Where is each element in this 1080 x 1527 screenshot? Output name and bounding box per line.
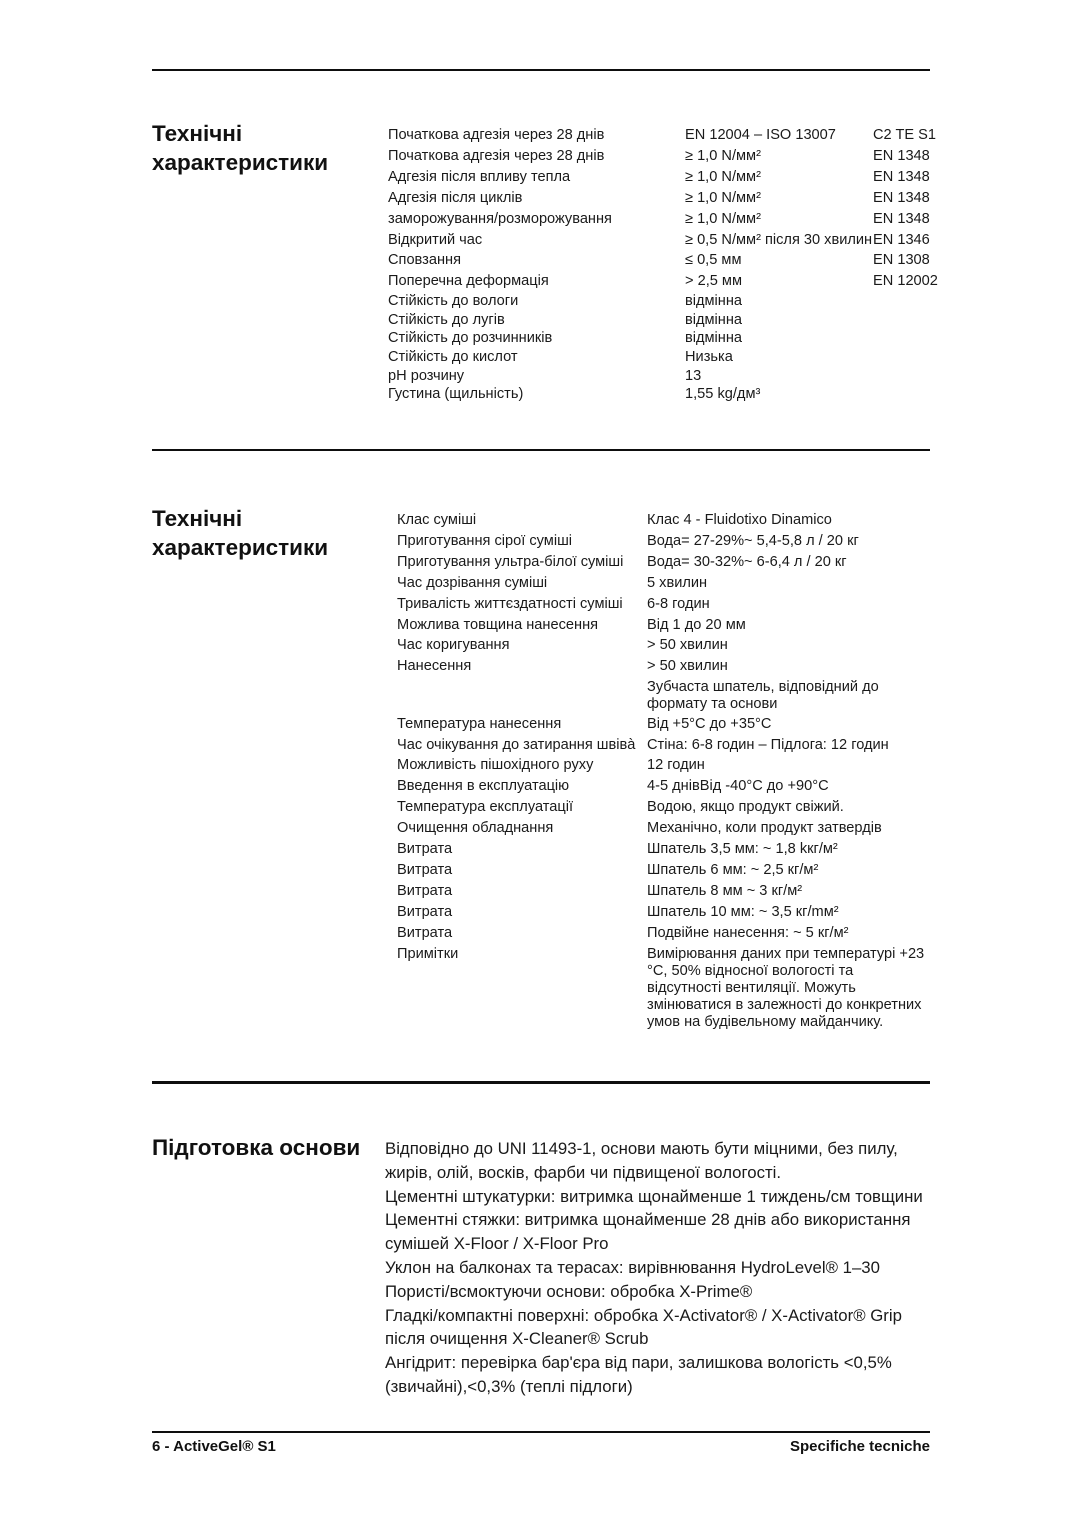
row-value: 1,55 kg/дм³ — [685, 386, 761, 403]
row-label: Час очікування до затирання швівà — [397, 736, 636, 753]
row-value: ≥ 1,0 N/мм² — [685, 189, 761, 206]
row-value: відмінна — [685, 330, 743, 347]
section-title: Підготовка основи — [152, 1135, 361, 1160]
table-row — [397, 656, 930, 677]
row-label: Витрата — [397, 862, 453, 878]
row-value: ≥ 1,0 N/мм² — [685, 210, 761, 227]
text-line: сумішей X-Floor / X-Floor Pro — [385, 1234, 609, 1254]
row-value: Вимірювання даних при температурі +23 °C, 50% відносної вологості та відсутності вентиляції. Можуть змінюватися в залежності до конкретних умов на будівельному майданчику. — [647, 945, 925, 1031]
table-row — [388, 348, 930, 367]
row-value: Від +5°C до +35°C — [647, 715, 772, 732]
row-label: Адгезія після циклів — [388, 189, 523, 206]
row-label: Клас суміші — [397, 512, 477, 528]
table-row — [397, 797, 930, 818]
row-label: Нанесення — [397, 658, 472, 675]
table-row — [388, 146, 930, 167]
row-label: Введення в експлуатацію — [397, 778, 570, 795]
table-row — [397, 594, 930, 615]
table-row — [397, 552, 930, 573]
tech-table-2 — [397, 510, 930, 1032]
table-row — [397, 839, 930, 860]
row-value: відмінна — [685, 311, 743, 328]
table-row — [388, 125, 936, 146]
table-row — [397, 923, 930, 944]
row-value: 6-8 годин — [647, 595, 710, 612]
row-value: 4-5 днівВід -40°C до +90°C — [647, 778, 829, 795]
row-label: Відкритий час — [388, 231, 483, 248]
table-row — [388, 311, 930, 330]
row-label: Стійкість до розчинників — [388, 330, 553, 347]
footer-doc-label: Specifiche tecniche — [789, 1438, 930, 1455]
table-row — [388, 250, 930, 271]
row-label: Адгезія після впливу тепла — [388, 168, 571, 185]
row-value: Зубчаста шпатель, відповідний до формату та основи — [647, 679, 879, 713]
section-title: Технічні характеристики — [152, 506, 329, 560]
row-label: Час дозрівання суміші — [397, 574, 548, 591]
row-standard: EN 1348 — [873, 189, 930, 206]
section-divider-rule — [152, 1081, 930, 1084]
table-row — [388, 209, 930, 230]
table-row — [388, 230, 930, 251]
table-row — [388, 292, 930, 311]
table-row — [397, 818, 930, 839]
text-line: Відповідно до UNI 11493-1, основи мають бути міцними, без пилу, — [385, 1139, 898, 1158]
row-label: Витрата — [397, 903, 453, 920]
row-value: 12 годин — [647, 757, 705, 774]
row-value: > 2,5 мм — [685, 273, 742, 290]
row-label: Час коригування — [397, 637, 510, 654]
row-value: Вода= 27-29%~ 5,4-5,8 л / 20 кг — [647, 532, 859, 549]
table-row — [397, 615, 930, 636]
table-row — [397, 714, 930, 735]
row-standard: EN 1308 — [873, 252, 930, 269]
table-row — [388, 167, 930, 188]
row-standard: EN 1346 — [873, 231, 930, 248]
footer-page-label: 6 - ActiveGel® S1 — [152, 1438, 276, 1455]
row-value: 5 хвилин — [647, 574, 708, 591]
table-row — [397, 677, 930, 713]
row-value: Водою, якщо продукт свіжий. — [647, 799, 844, 816]
text-line: Пористі/всмоктуючи основи: обробка X-Prime® — [385, 1281, 753, 1301]
row-standard: EN 1348 — [873, 210, 930, 227]
row-label: Температура нанесення — [397, 715, 562, 732]
row-label: Тривалість життєздатності суміші — [397, 595, 623, 612]
row-value: Шпатель 10 мм: ~ 3,5 кг/mм² — [647, 903, 839, 920]
row-value: Механічно, коли продукт затвердів — [647, 820, 882, 837]
tech-table-1 — [388, 125, 938, 404]
row-label: Густина (щильність) — [388, 386, 524, 403]
section-title: Технічні характеристики — [152, 121, 329, 175]
text-line: Ангідрит: перевірка бар'єра від пари, залишкова вологість <0,5% — [385, 1353, 892, 1373]
table-row — [397, 510, 930, 531]
table-row — [397, 902, 930, 923]
row-value: ≤ 0,5 мм — [685, 252, 742, 269]
row-value: Шпатель 6 мм: ~ 2,5 кг/м² — [647, 862, 819, 878]
row-value: ≥ 1,0 N/мм² — [685, 147, 761, 164]
row-label: Стійкість до вологи — [388, 293, 519, 310]
table-row — [397, 531, 930, 552]
row-label: Сповзання — [388, 252, 461, 269]
row-value: Вода= 30-32%~ 6-6,4 л / 20 кг — [647, 553, 847, 570]
row-label: Початкова адгезія через 28 днів — [388, 147, 605, 164]
section-divider-rule — [152, 449, 930, 451]
row-label: Можлива товщина нанесення — [397, 616, 599, 633]
row-label: заморожування/розморожування — [388, 210, 612, 227]
row-value: Подвійне нанесення: ~ 5 кг/м² — [647, 924, 849, 941]
row-label: Приготування сірої суміші — [397, 532, 573, 549]
row-label: Витрата — [397, 924, 453, 941]
table-row — [388, 329, 930, 348]
table-row — [397, 944, 930, 1032]
row-label: Стійкість до лугів — [388, 311, 505, 328]
table-row — [388, 188, 930, 209]
substrate-preparation-text — [385, 1137, 945, 1399]
row-value: > 50 хвилин — [647, 637, 728, 654]
table-row — [397, 755, 930, 776]
row-value: > 50 хвилин — [647, 658, 728, 675]
top-rule — [152, 69, 930, 71]
row-label: Витрата — [397, 882, 453, 899]
table-row — [388, 271, 938, 292]
row-label: Очищення обладнання — [397, 820, 554, 837]
table-row — [397, 776, 930, 797]
text-line: Цементні штукатурки: витримка щонайменше 1 тиждень/см товщини — [385, 1186, 923, 1206]
row-value: Шпатель 8 мм ~ 3 кг/м² — [647, 882, 803, 899]
table-row — [388, 385, 930, 404]
text-line: (звичайні),<0,3% (теплі підлоги) — [385, 1376, 633, 1396]
row-value: Стіна: 6-8 годин – Підлога: 12 годин — [647, 736, 889, 753]
row-value: ≥ 0,5 N/мм² після 30 хвилин — [685, 231, 873, 248]
table-row — [397, 860, 930, 881]
row-value: Шпатель 3,5 мм: ~ 1,8 kкг/м² — [647, 841, 838, 858]
row-standard: EN 1348 — [873, 168, 930, 185]
row-value: EN 12004 – ISO 13007 — [685, 127, 836, 143]
text-line: Гладкі/компактні поверхні: обробка X-Activator® / X-Activator® Grip — [385, 1305, 902, 1325]
table-row — [397, 881, 930, 902]
row-value: ≥ 1,0 N/мм² — [685, 168, 761, 185]
row-label: Поперечна деформація — [388, 273, 549, 290]
row-label: Витрата — [397, 841, 453, 858]
row-value: Клас 4 - Fluidotixo Dinamico — [647, 512, 832, 528]
table-row — [397, 635, 930, 656]
row-label: Стійкість до кислот — [388, 349, 518, 366]
row-value: Низька — [685, 349, 733, 366]
row-label: Температура експлуатації — [397, 799, 574, 816]
row-standard: EN 12002 — [873, 273, 938, 290]
row-standard: C2 TE S1 — [873, 127, 936, 143]
row-value: 13 — [685, 367, 702, 384]
row-label: Приготування ультра-білої суміші — [397, 553, 624, 570]
row-label: pH розчину — [388, 367, 465, 384]
row-standard: EN 1348 — [873, 147, 930, 164]
text-line: жирів, олій, восків, фарби чи підвищеної вологості. — [385, 1162, 782, 1182]
row-value: Від 1 до 20 мм — [647, 616, 746, 633]
table-row — [397, 735, 930, 756]
footer-rule — [152, 1431, 930, 1433]
text-line: Уклон на балконах та терасах: вирівнювання HydroLevel® 1–30 — [385, 1257, 880, 1277]
row-value: відмінна — [685, 293, 743, 310]
text-line: після очищення X-Cleaner® Scrub — [385, 1329, 649, 1349]
row-label: Примітки — [397, 945, 459, 962]
row-label: Початкова адгезія через 28 днів — [388, 127, 605, 143]
table-row — [388, 367, 930, 386]
table-row — [397, 573, 930, 594]
row-label: Можливість пішохідного руху — [397, 757, 594, 774]
text-line: Цементні стяжки: витримка щонайменше 28 днів або використання — [385, 1210, 911, 1230]
